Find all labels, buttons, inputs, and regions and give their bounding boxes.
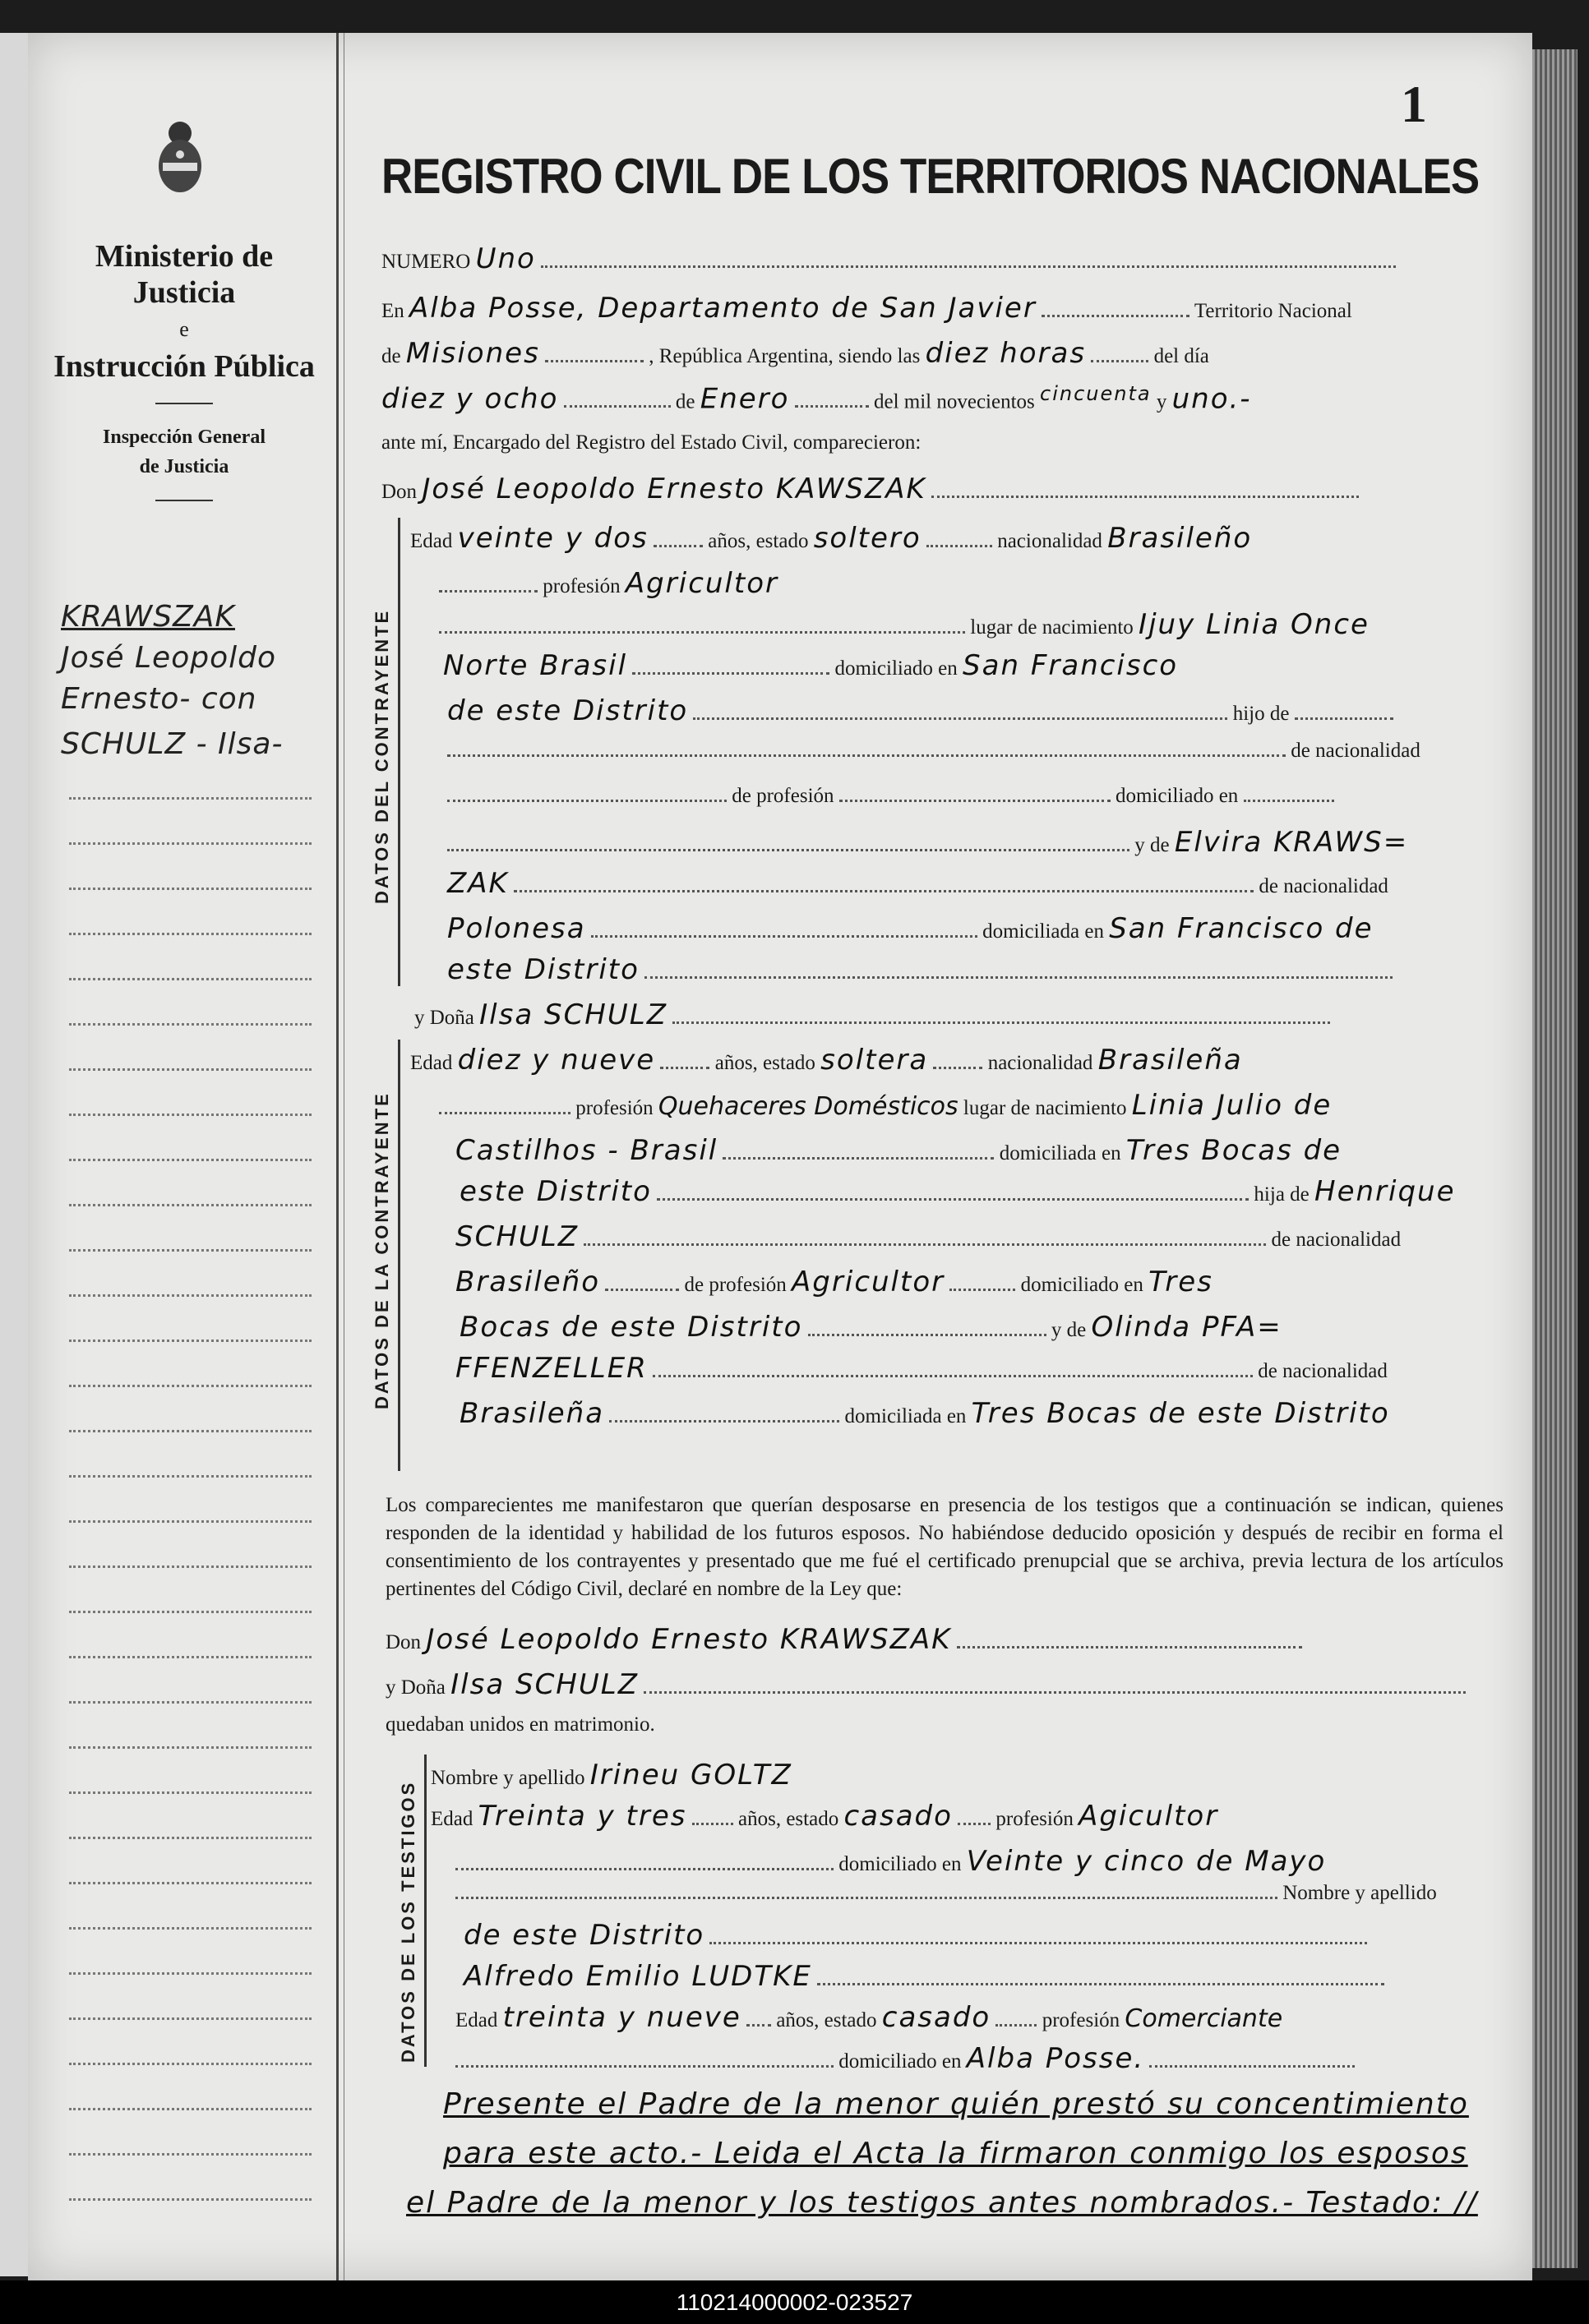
contrayenta-padre-dom: Tres <box>1148 1266 1213 1298</box>
contrayenta-padre-dom-2: Bocas de este Distrito <box>460 1311 803 1344</box>
t2-nombre-row <box>464 1960 1384 1993</box>
contrayente-madre-nac-row <box>447 867 1388 900</box>
ministry-line-1: Ministerio de Justicia <box>95 239 274 310</box>
contrayenta-edad: diez y nueve <box>457 1044 656 1077</box>
contrayenta-estado: soltera <box>820 1044 929 1077</box>
t2-nombre: Alfredo Emilio LUDTKE <box>464 1960 812 1993</box>
contrayente-section-label: DATOS DEL CONTRAYENTE <box>372 608 392 904</box>
anios-estado-label: años, estado <box>738 1808 839 1830</box>
y-label: y <box>1156 390 1167 413</box>
mil-label: del mil novecientos <box>873 390 1035 413</box>
y-de-label: y de <box>1134 834 1170 856</box>
margin-note-1: KRAWSZAK <box>61 600 235 634</box>
contrayenta-madre-row <box>460 1311 1282 1344</box>
de-nacionalidad-label: de nacionalidad <box>1271 1229 1402 1251</box>
contrayente-edad: veinte y dos <box>457 522 649 555</box>
domiciliado-label: domiciliado en <box>834 657 958 680</box>
contrayenta-bracket <box>398 1040 400 1471</box>
don-label: Don <box>381 481 418 503</box>
contrayente-estado: soltero <box>813 522 922 555</box>
t1-prof: Agicultor <box>1079 1800 1219 1833</box>
contrayente-lugar-row <box>439 608 1370 641</box>
page-title: REGISTRO CIVIL DE LOS TERRITORIOS NACIONALES <box>381 149 1480 204</box>
de-label: de <box>381 345 401 367</box>
contrayente-domicilio: San Francisco <box>963 649 1179 682</box>
closing-line-2: para este acto.- Leida el Acta la firmaron conmigo los esposos <box>443 2137 1468 2170</box>
republica-label: , República Argentina, siendo las <box>649 345 921 367</box>
contrayenta-padre-prof: Agricultor <box>792 1266 945 1298</box>
horas-value: diez horas <box>925 337 1087 370</box>
lugar-label: lugar de nacimiento <box>963 1097 1127 1119</box>
contrayenta-madre-dom-row <box>460 1397 1390 1430</box>
domiciliado-label: domiciliado en <box>838 1853 962 1875</box>
t2-dom: Alba Posse. <box>966 2042 1145 2075</box>
contrayente-dom-row <box>443 649 1178 682</box>
closing-line-3: el Padre de la menor y los testigos antes nombrados.- Testado: // <box>406 2186 1478 2220</box>
t1-dom-row <box>455 1845 1326 1878</box>
image-id-bar: 110214000002-023527 <box>0 2280 1589 2324</box>
contrayente-lugar: Ijuy Linia Once <box>1139 608 1370 641</box>
ministry-block <box>53 238 316 519</box>
profesion-label: profesión <box>543 575 621 597</box>
profesion-label: profesión <box>995 1808 1074 1830</box>
t1-nombre-row <box>431 1759 792 1791</box>
contrayenta-profesion: Quehaceres Domésticos <box>658 1092 958 1121</box>
testigos-section-label: DATOS DE LOS TESTIGOS <box>398 1780 418 2063</box>
contrayenta-lugar-2: Castilhos - Brasil <box>455 1134 718 1167</box>
contrayente-bracket <box>398 518 400 986</box>
anio-value-1: cincuenta <box>1040 382 1152 405</box>
contrayenta-dom-row <box>455 1134 1342 1167</box>
margin-rule <box>336 33 339 2280</box>
nacionalidad-label: nacionalidad <box>997 530 1102 552</box>
numero-row <box>381 242 1396 275</box>
ministry-line-2: e <box>179 317 189 341</box>
page-stack-edge <box>1532 49 1577 2268</box>
closing-line-1: Presente el Padre de la menor quién prestó su concentimiento <box>443 2087 1469 2121</box>
dona-label: y Doña <box>414 1007 474 1029</box>
contrayente-madre-nac: Polonesa <box>447 912 586 945</box>
anios-estado-label: años, estado <box>776 2009 877 2031</box>
de2-label: de <box>675 390 695 413</box>
register-page <box>28 33 1532 2280</box>
ministry-line-5: de Justicia <box>139 456 229 477</box>
domiciliado-label: domiciliado en <box>838 2050 962 2073</box>
dia-value: diez y ocho <box>381 382 559 416</box>
del-dia-label: del día <box>1153 345 1209 367</box>
book-spine-edge <box>0 33 30 2276</box>
nacionalidad-label: nacionalidad <box>987 1052 1093 1074</box>
t1-nombre: Irineu GOLTZ <box>589 1759 792 1791</box>
contrayenta-domicilio-2: este Distrito <box>460 1175 652 1208</box>
en-label: En <box>381 300 404 322</box>
ministry-line-3: Instrucción Pública <box>53 349 315 384</box>
ministry-separator <box>155 403 213 404</box>
domiciliado-en-label: domiciliado en <box>1116 785 1239 807</box>
contrayenta-hija-row <box>460 1175 1456 1208</box>
contrayente-madre-dom-row <box>447 912 1374 945</box>
contrayenta-padre-nac-row <box>455 1220 1401 1253</box>
contrayente-hijo-row <box>447 694 1393 727</box>
contrayente-edad-row <box>410 522 1252 555</box>
decl-don-row <box>386 1623 1302 1656</box>
t2-edad: treinta y nueve <box>502 2001 741 2034</box>
de-value: Misiones <box>405 337 540 370</box>
dona-row <box>414 998 1330 1031</box>
margin-note-4: SCHULZ - Ilsa- <box>61 727 284 761</box>
edad-label: Edad <box>410 1052 453 1074</box>
contrayente-profesion: Agricultor <box>625 567 778 600</box>
don-row <box>381 473 1359 505</box>
de-nacionalidad-label-2: de nacionalidad <box>1258 1360 1388 1382</box>
contrayenta-padre: Henrique <box>1314 1175 1456 1208</box>
contrayenta-madre-nac-row <box>455 1352 1388 1385</box>
contrayenta-madre-nac: Brasileña <box>460 1397 605 1430</box>
quedaban-text: quedaban unidos en matrimonio. <box>386 1713 655 1736</box>
contrayente-domicilio-2: de este Distrito <box>447 694 689 727</box>
contrayente-padre-nac-row <box>447 740 1420 763</box>
dona-label: y Doña <box>386 1676 446 1699</box>
edad-label: Edad <box>431 1808 473 1830</box>
de-nacionalidad-label: de nacionalidad <box>1291 740 1420 762</box>
declaration-text: Los comparecientes me manifestaron que querían desposarse en presencia de los testigos que a continuación se indican, quienes responden de la identidad y habilidad de los futuros esposos. No habiéndose deducido oposición y después de recibir en forma el consentimiento de los contrayentes y presentado que me fué el certificado prenupcial que se archiva, previa lectura de los artículos pertinentes del Código Civil, declaré en nombre de la Ley que: <box>386 1494 1504 1600</box>
contrayenta-madre-2: FFENZELLER <box>455 1352 648 1385</box>
t2-estado: casado <box>881 2001 991 2034</box>
contrayenta-madre-dom: Tres Bocas de este Distrito <box>971 1397 1390 1430</box>
domiciliada-label-2: domiciliada en <box>844 1405 967 1427</box>
hijo-label: hijo de <box>1232 703 1290 725</box>
domiciliada-label: domiciliada en <box>999 1142 1121 1164</box>
anio-value-2: uno.- <box>1171 382 1252 416</box>
contrayente-padre-prof-row <box>447 785 1334 808</box>
contrayenta-padre-nac: Brasileño <box>455 1266 601 1298</box>
t1-edad-row <box>431 1800 1218 1833</box>
t1-dom-row-2 <box>455 1882 1437 1905</box>
contrayente-madre-2: ZAK <box>447 867 509 900</box>
profesion-label: profesión <box>1042 2009 1120 2031</box>
territorio-label: Territorio Nacional <box>1194 300 1352 322</box>
mes-value: Enero <box>700 382 790 416</box>
contrayente-madre-dom-row-2 <box>447 953 1393 986</box>
t1-dom-2: de este Distrito <box>464 1919 705 1952</box>
edad-label: Edad <box>410 530 453 552</box>
contrayenta-edad-row <box>410 1044 1243 1077</box>
contrayenta-padre-2: SCHULZ <box>455 1220 580 1253</box>
coat-of-arms-icon <box>151 115 209 197</box>
don-label: Don <box>386 1631 422 1653</box>
domiciliada-label: domiciliada en <box>982 920 1104 943</box>
profesion-label: profesión <box>575 1097 654 1119</box>
contrayente-lugar-2: Norte Brasil <box>443 649 628 682</box>
contrayente-madre-row <box>447 826 1408 859</box>
t2-dom-row <box>455 2042 1355 2075</box>
de-row <box>381 337 1209 370</box>
dona-value: Ilsa SCHULZ <box>479 998 667 1031</box>
contrayenta-profesion-row <box>439 1089 1332 1122</box>
t2-edad-row <box>455 2001 1282 2034</box>
fecha-row <box>381 382 1252 415</box>
contrayenta-nacionalidad: Brasileña <box>1097 1044 1243 1077</box>
y-de-label: y de <box>1051 1319 1087 1341</box>
numero-label: NUMERO <box>381 251 471 273</box>
contrayente-nacionalidad: Brasileño <box>1107 522 1253 555</box>
margin-note-3: Ernesto- con <box>61 682 257 716</box>
margin-note-2: José Leopoldo <box>61 641 276 675</box>
contrayenta-padre-prof-row <box>455 1266 1213 1298</box>
contrayenta-domicilio: Tres Bocas de <box>1125 1134 1342 1167</box>
contrayente-madre-dom-2: este Distrito <box>447 953 640 986</box>
ministry-separator-2 <box>155 500 213 501</box>
lugar-label: lugar de nacimiento <box>970 616 1134 639</box>
anios-estado-label: años, estado <box>714 1052 815 1074</box>
hija-label: hija de <box>1254 1183 1310 1206</box>
en-value: Alba Posse, Departamento de San Javier <box>409 292 1037 325</box>
anios-estado-label: años, estado <box>708 530 809 552</box>
ante-row: ante mí, Encargado del Registro del Estado Civil, comparecieron: <box>381 431 922 454</box>
nombre-label-2: Nombre y apellido <box>1282 1882 1437 1904</box>
contrayenta-madre: Olinda PFA= <box>1091 1311 1282 1344</box>
t1-estado: casado <box>843 1800 953 1833</box>
de-profesion-label: de profesión <box>684 1274 787 1296</box>
t1-edad: Treinta y tres <box>478 1800 687 1833</box>
decl-dona-value: Ilsa SCHULZ <box>450 1668 639 1701</box>
contrayente-madre: Elvira KRAWS= <box>1174 826 1409 859</box>
testigos-bracket <box>424 1755 427 2067</box>
nombre-label: Nombre y apellido <box>431 1767 585 1789</box>
en-row <box>381 292 1352 325</box>
t1-dom-row-3 <box>464 1919 1367 1952</box>
t2-prof: Comerciante <box>1125 2004 1283 2033</box>
page-number: 1 <box>1401 75 1427 133</box>
numero-value: Uno <box>475 242 536 275</box>
don-value: José Leopoldo Ernesto KAWSZAK <box>422 473 926 505</box>
t1-dom: Veinte y cinco de Mayo <box>966 1845 1327 1878</box>
ministry-line-4: Inspección General <box>103 427 266 448</box>
contrayente-profesion-row <box>439 567 778 600</box>
edad-label: Edad <box>455 2009 498 2031</box>
contrayenta-lugar: Linia Julio de <box>1131 1089 1333 1122</box>
contrayente-madre-dom: San Francisco de <box>1109 912 1374 945</box>
decl-dona-row <box>386 1668 1466 1701</box>
de-nacionalidad-label-2: de nacionalidad <box>1259 875 1388 897</box>
domiciliado-label: domiciliado en <box>1020 1274 1143 1296</box>
de-profesion-label: de profesión <box>732 785 834 807</box>
contrayenta-section-label: DATOS DE LA CONTRAYENTE <box>372 1091 392 1409</box>
decl-don-value: José Leopoldo Ernesto KRAWSZAK <box>426 1623 952 1656</box>
